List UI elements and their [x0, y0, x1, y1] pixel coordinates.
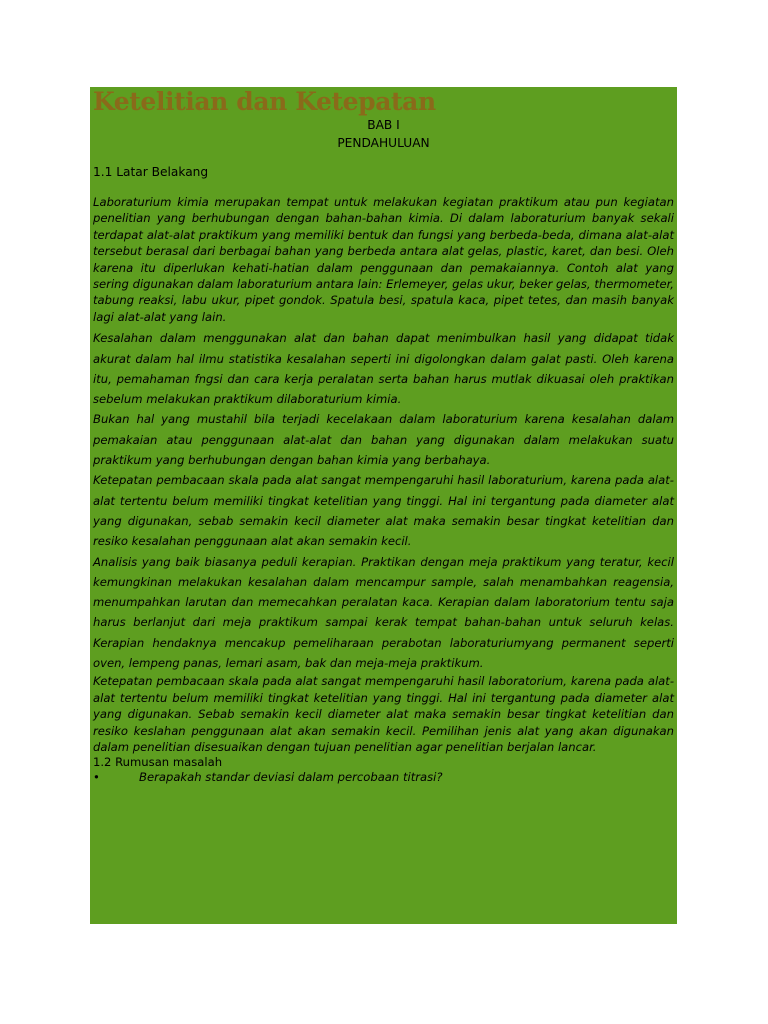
- paragraph-5: Analisis yang baik biasanya peduli kerapian. Praktikan dengan meja praktikum yang teratur, kecil kemungkinan melakukan kesalahan dalam mencampur sample, salah menambahkan reagensia, menumpahkan larutan dan memecahkan peralatan kaca. Kerapian dalam laboratorium tentu saja harus berlanjut dari meja praktikum sampai kerak tempat bahan-bahan untuk seluruh kelas. Kerapian hendaknya mencakup pemeliharaan perabotan laboraturiumyang permanent seperti oven, lempeng panas, lemari asam, bak dan meja-meja praktikum.: [93, 554, 674, 670]
- chapter-number: BAB I: [367, 118, 400, 132]
- paragraph-2: Kesalahan dalam menggunakan alat dan bahan dapat menimbulkan hasil yang didapat tidak akurat dalam hal ilmu statistika kesalahan seperti ini digolongkan dalam galat pasti. Oleh karena itu, pemahaman fngsi dan cara kerja peralatan serta bahan harus mutlak dikuasai oleh praktikan sebelum melakukan praktikum dilaboraturium kimia.: [93, 331, 674, 407]
- chapter-title: PENDAHULUAN: [337, 136, 430, 150]
- section-heading-2: 1.2 Rumusan masalah: [93, 755, 223, 770]
- list-item-text: Berapakah standar deviasi dalam percobaan titrasi?: [139, 770, 443, 785]
- section-heading-1: 1.1 Latar Belakang: [93, 165, 209, 179]
- paragraph-4: Ketepatan pembacaan skala pada alat sangat mempengaruhi hasil laboraturium, karena pada alat-alat tertentu belum memiliki tingkat ketelitian yang tinggi. Hal ini tergantung pada diameter alat yang digunakan, sebab semakin kecil diameter alat maka semakin besar tingkat ketelitian dan resiko kesalahan penggunaan alat akan semakin kecil.: [93, 473, 674, 549]
- list-item: [93, 770, 674, 785]
- paragraph-1: Laboraturium kimia merupakan tempat untuk melakukan kegiatan praktikum atau pun kegiatan penelitian yang berhubungan dengan bahan-bahan kimia. Di dalam laboraturium banyak sekali terdapat alat-alat praktikum yang memiliki bentuk dan fungsi yang berbeda-beda, dimana alat-alat tersebut berasal dari berbagai bahan yang berbeda antara alat gelas, plastic, karet, dan besi. Oleh karena itu diperlukan kehati-hatian dalam penggunaan dan pemakaiannya. Contoh alat yang sering digunakan dalam laboraturium antara lain: Erlemeyer, gelas ukur, beker gelas, thermometer, tabung reaksi, labu ukur, pipet gondok. Spatula besi, spatula kaca, pipet tetes, dan masih banyak lagi alat-alat yang lain.: [93, 195, 674, 324]
- document-page: [90, 87, 677, 924]
- document-title: Ketelitian dan Ketepatan: [93, 87, 436, 116]
- paragraph-6: Ketepatan pembacaan skala pada alat sangat mempengaruhi hasil laboratorium, karena pada alat-alat tertentu belum memiliki tingkat ketelitian yang tinggi. Hal ini tergantung pada diameter alat yang digunakan. Sebab semakin kecil diameter alat maka semakin besar tingkat ketelitian dan resiko keslahan penggunaan alat akan semakin kecil. Pemilihan jenis alat yang akan digunakan dalam penelitian disesuaikan dengan tujuan penelitian agar penelitian berjalan lancar.: [93, 674, 674, 754]
- bullet-icon: •: [93, 770, 100, 785]
- paragraph-3: Bukan hal yang mustahil bila terjadi kecelakaan dalam laboraturium karena kesalahan dalam pemakaian atau penggunaan alat-alat dan bahan yang digunakan dalam melakukan suatu praktikum yang berhubungan dengan bahan kimia yang berbahaya.: [93, 412, 674, 468]
